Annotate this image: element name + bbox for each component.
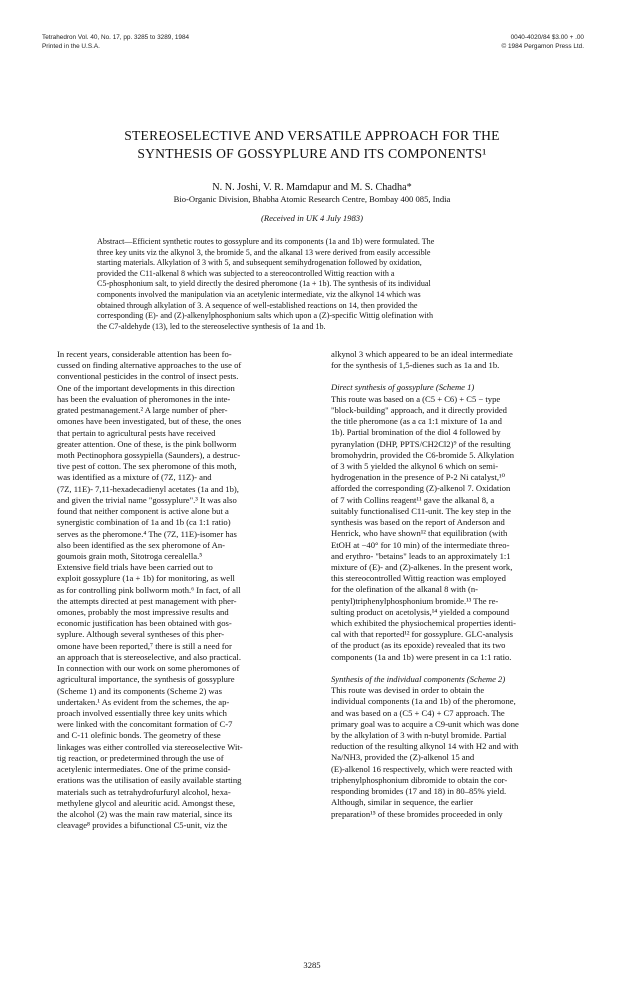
body-line: grated pestmanagement.² A large number of pher- — [57, 405, 228, 416]
body-line: primary goal was to acquire a C9-unit which was done — [331, 718, 519, 729]
body-line: Although, similar in sequence, the earlier — [331, 797, 473, 808]
body-line: agricultural importance, the synthesis of gossyplure — [57, 674, 235, 685]
body-column-left — [57, 349, 318, 831]
body-line: omones, probably the most impressive results and — [57, 607, 229, 618]
body-line: for the olefination of the alkanal 8 with (n- — [331, 584, 479, 595]
body-line: and was based on a (C5 + C4) + C7 approach. The — [331, 707, 505, 718]
body-line: that pertain to agricultural pests have received — [57, 427, 216, 438]
body-line: syplure. Although several syntheses of this pher- — [57, 629, 225, 640]
body-line: triphenylphosphonium dibromide to obtain the cor- — [331, 774, 508, 785]
journal-copyright — [501, 34, 584, 51]
body-line: of the product (as its epoxide) revealed that its two — [331, 640, 506, 651]
journal-citation-line: Tetrahedron Vol. 40, No. 17, pp. 3285 to 3289, 1984 — [42, 34, 190, 41]
body-line: found that neither component is active alone but a — [57, 506, 229, 517]
body-line: undertaken.¹ As evident from the schemes, the ap- — [57, 696, 230, 707]
body-line: cal with that reported¹² for gossyplure. GLC-analysis — [331, 629, 513, 640]
page-number: 3285 — [303, 960, 321, 970]
body-line: which exhibited the physiochemical properties identi- — [331, 618, 516, 629]
body-line: pyranylation (DHP, PPTS/CH2Cl2)⁹ of the resulting — [331, 438, 511, 449]
body-line: "block-building" approach, and it directly provided — [331, 404, 507, 415]
abstract-line: C5-phosphonium salt, to yield directly the desired pheromone (1a + 1b). The synthesis of its individual — [97, 279, 431, 289]
abstract-line: Abstract—Efficient synthetic routes to gossyplure and its components (1a and 1b) were formulated. The — [97, 237, 435, 246]
abstract-line: three key units viz the alkynol 3, the bromide 5, and the alkanal 13 were derived from easily accessible — [97, 247, 431, 257]
abstract-line: corresponding (E)- and (Z)-alkenylphosphonium salts which upon a (Z)-specific Wittig olefination with — [97, 311, 434, 321]
body-line: In connection with our work on some pheromones of — [57, 663, 240, 674]
body-line: components (1a and 1b) were present in ca 1:1 ratio. — [331, 651, 512, 662]
body-line: individual components (1a and 1b) of the pheromone, — [331, 696, 516, 707]
body-line: tig reaction, or predetermined through the use of — [57, 752, 224, 763]
body-line: Henrick, who have shown¹² that equilibration (with — [331, 528, 508, 539]
abstract-line: the C7-aldehyde (13), led to the stereoselective synthesis of 1a and 1b. — [97, 321, 326, 331]
body-line: acetylenic intermediates. One of the prime consid- — [57, 764, 231, 775]
body-line: goumois grain moth, Sitotroga cerealella.⁵ — [57, 550, 203, 561]
body-line: synergistic combination of 1a and 1b (ca 1:1 ratio) — [57, 517, 231, 528]
body-line: bromohydrin, provided the C6-bromide 5. Alkylation — [331, 449, 515, 460]
body-line: also been identified as the sex pheromone of An- — [57, 539, 226, 550]
journal-printed-line: Printed in the U.S.A. — [42, 42, 100, 50]
body-line: cussed on finding alternative approaches to the use of — [57, 360, 242, 371]
body-line: was identified as a mixture of (7Z, 11Z)- and — [57, 472, 212, 483]
body-line: One of the important developments in this direction — [57, 382, 235, 393]
body-line: moth Pectinophora gossypiella (Saunders), a destruc- — [57, 449, 241, 460]
body-line: by the alkylation of 3 with n-butyl bromide. Partial — [331, 730, 507, 740]
received-date: (Received in UK 4 July 1983) — [261, 213, 363, 223]
body-line: responding bromides (17 and 18) in 80–85% yield. — [331, 786, 507, 797]
journal-copyright-line: © 1984 Pergamon Press Ltd. — [501, 42, 584, 50]
body-line: erations was the utilisation of easily available starting — [57, 775, 242, 786]
body-line: In recent years, considerable attention has been fo- — [57, 349, 232, 359]
paper-authors: N. N. Joshi, V. R. Mamdapur and M. S. Chadha* — [212, 182, 412, 193]
body-line: and C-11 olefinic bonds. The geometry of these — [57, 730, 221, 741]
body-line: EtOH at −40° for 10 min) of the intermediate threo- — [331, 539, 510, 550]
body-line: synthesis was based on the report of Anderson and — [331, 517, 505, 528]
body-line: omone have been reported,⁷ there is still a need for — [57, 640, 232, 651]
body-line: this stereocontrolled Wittig reaction was employed — [331, 573, 506, 584]
body-line: materials such as tetrahydrofurfuryl alcohol, hexa- — [57, 786, 231, 797]
journal-issn-line: 0040-4020/84 $3.00 + .00 — [510, 34, 584, 41]
body-line: reduction of the resulting alkynol 14 with H2 and with — [331, 741, 519, 752]
body-line: This route was based on a (C5 + C6) + C5 − type — [331, 393, 501, 404]
body-line: hydrogenation in the presence of P-2 Ni catalyst,¹⁰ — [331, 472, 506, 483]
body-line: greater attention. One of these, is the pink bollworm — [57, 438, 237, 449]
body-line: pentyl)triphenylphosphonium bromide.¹³ The re- — [331, 595, 499, 606]
body-line: the alcohol (2) was the main raw material, since its — [57, 808, 233, 819]
paper-title-line: STEREOSELECTIVE AND VERSATILE APPROACH FOR THE — [124, 128, 500, 143]
body-line: the attempts directed at pest management with pher- — [57, 595, 237, 606]
body-line: has been the evaluation of pheromones in the inte- — [57, 393, 231, 404]
body-line: and given the trivial name "gossyplure".³ It was also — [57, 494, 237, 505]
body-line: cleavage⁸ provides a bifunctional C5-unit, viz the — [57, 820, 228, 831]
abstract-line: obtained through alkylation of 3. A sequence of well-established reactions on 14, then provided the — [97, 300, 418, 310]
paper-title — [40, 127, 584, 163]
body-line: economic justification has been obtained with gos- — [57, 618, 232, 629]
body-line: preparation¹⁵ of these bromides proceeded in only — [331, 808, 503, 819]
journal-citation — [42, 34, 189, 51]
body-line: This route was devised in order to obtain the — [331, 685, 485, 696]
body-line: proach involved essentially three key units which — [57, 708, 227, 718]
body-line: sulting product on acetolysis,¹⁴ yielded a compound — [331, 606, 510, 617]
body-line: 1b). Partial bromination of the diol 4 followed by — [331, 427, 501, 438]
body-line: of 7 with Collins reagent¹¹ gave the alkanal 8, a — [331, 494, 495, 505]
body-line: the title pheromone (as a ca 1:1 mixture of 1a and — [331, 416, 502, 427]
body-line: mixture of (E)- and (Z)-alkenes. In the present work, — [331, 561, 513, 572]
section-heading-individual-components: Synthesis of the individual components (Scheme 2) — [331, 673, 506, 684]
body-line: exploit gossyplure (1a + 1b) for monitoring, as well — [57, 573, 235, 584]
body-line: an approach that is stereoselective, and also practical. — [57, 651, 241, 662]
body-line: afforded the corresponding (Z)-alkenol 7. Oxidation — [331, 483, 511, 494]
body-line: omones have been investigated, but of these, the ones — [57, 416, 242, 427]
paper-title-line: SYNTHESIS OF GOSSYPLURE AND ITS COMPONENTS¹ — [137, 146, 487, 161]
body-line: alkynol 3 which appeared to be an ideal intermediate — [331, 349, 513, 359]
abstract-line: components involved the manipulation via an acetylenic intermediate, viz the alkynol 14 which was — [97, 289, 421, 299]
body-line: conventional pesticides in the control of insect pests. — [57, 371, 239, 382]
section-heading-direct-synthesis: Direct synthesis of gossyplure (Scheme 1) — [331, 382, 475, 393]
body-line: were linked with the concomitant formation of C-7 — [57, 719, 233, 730]
body-line: methylene glycol and aleuritic acid. Amongst these, — [57, 797, 236, 808]
body-line: Extensive field trials have been carried out to — [57, 562, 213, 573]
body-line: and erythro- "betains" leads to an approximately 1:1 — [331, 550, 511, 561]
paper-affiliation: Bio-Organic Division, Bhabha Atomic Research Centre, Bombay 400 085, India — [173, 194, 451, 204]
paragraph-gap — [331, 371, 592, 382]
body-line: for the synthesis of 1,5-dienes such as 1a and 1b. — [331, 360, 500, 371]
body-column-right — [331, 349, 592, 820]
body-line: as for controlling pink bollworm moth.⁶ In fact, of all — [57, 584, 241, 595]
paragraph-gap — [331, 663, 592, 674]
body-line: (E)-alkenol 16 respectively, which were reacted with — [331, 763, 513, 774]
abstract-line: starting materials. Alkylation of 3 with 5, and subsequent semihydrogenation followed by oxidation, — [97, 258, 422, 268]
body-line: linkages was either controlled via stereoselective Wit- — [57, 741, 243, 752]
body-line: tive pest of cotton. The sex pheromone of this moth, — [57, 461, 237, 472]
body-line: suitably functionalised C11-unit. The key step in the — [331, 505, 511, 516]
body-line: serves as the pheromone.⁴ The (7Z, 11E)-isomer has — [57, 528, 237, 539]
abstract-line: provided the C11-alkenal 8 which was subjected to a stereocontrolled Wittig reaction with a — [97, 268, 395, 278]
body-line: of 3 with 5 yielded the alkynol 6 which on semi- — [331, 460, 499, 471]
abstract — [97, 237, 535, 332]
body-line: Na/NH3, provided the (Z)-alkenol 15 and — [331, 752, 475, 763]
body-line: (Scheme 1) and its components (Scheme 2) was — [57, 685, 222, 696]
body-line: (7Z, 11E)- 7,11-hexadecadienyl acetates (1a and 1b), — [57, 483, 239, 494]
